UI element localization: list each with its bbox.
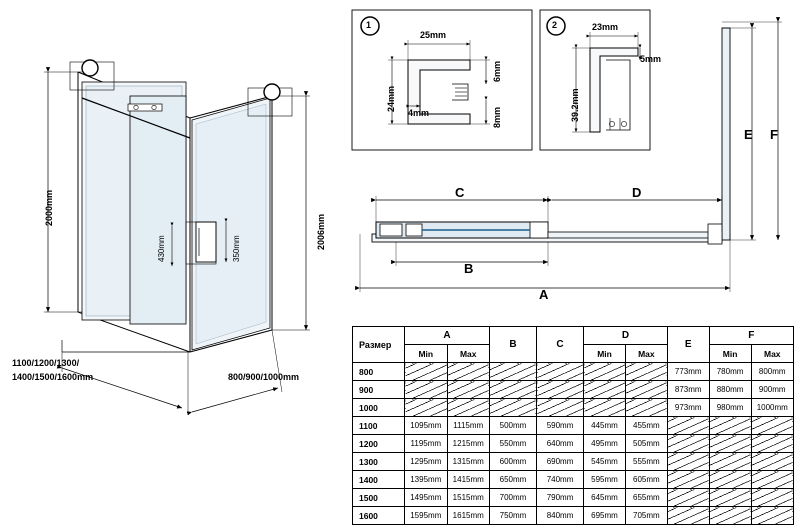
cell-f-max: 900mm: [751, 381, 793, 399]
table-row: [353, 435, 794, 453]
cell-d-max: 605mm: [625, 471, 667, 489]
cell-d-max: 655mm: [625, 489, 667, 507]
cell-c: [537, 363, 584, 381]
cell-b: [489, 363, 536, 381]
cell-d-min: 545mm: [584, 453, 626, 471]
plan-dim-a: A: [539, 287, 549, 302]
table-row: [353, 417, 794, 435]
row-size: 1100: [353, 417, 405, 435]
row-size: 1000: [353, 399, 405, 417]
enclosure-3d-view: [44, 60, 310, 412]
dim-430mm: 430mm: [157, 235, 166, 262]
cell-c: [537, 381, 584, 399]
cell-f-max: [751, 471, 793, 489]
table-col-a: A: [405, 327, 490, 345]
cell-d-max: [625, 381, 667, 399]
cell-a-max: 1415mm: [447, 471, 489, 489]
detail-2-dim-23mm: 23mm: [592, 22, 619, 32]
cell-a-min: [405, 399, 447, 417]
table-row: [353, 489, 794, 507]
callout-1-label-left: 1: [86, 62, 92, 72]
cell-f-min: [709, 507, 751, 525]
dim-2000mm: 2000mm: [44, 189, 54, 226]
cell-a-min: 1495mm: [405, 489, 447, 507]
detail-2-dim-5mm: 5mm: [640, 54, 662, 64]
cell-a-max: [447, 381, 489, 399]
cell-d-min: 595mm: [584, 471, 626, 489]
cell-a-min: [405, 381, 447, 399]
plan-dim-e: E: [744, 127, 753, 142]
plan-dim-f: F: [770, 127, 778, 142]
cell-f-max: [751, 435, 793, 453]
cell-f-max: [751, 417, 793, 435]
cell-a-min: 1595mm: [405, 507, 447, 525]
dim-depth-options: 800/900/1000mm: [228, 372, 300, 382]
cell-a-min: [405, 363, 447, 381]
dim-width-options-line2: 1400/1500/1600mm: [12, 372, 94, 382]
table-header-row: [353, 327, 794, 345]
cell-b: [489, 399, 536, 417]
cell-a-max: 1615mm: [447, 507, 489, 525]
detail-1-dim-24mm: 24mm: [386, 85, 396, 112]
cell-e: [667, 435, 709, 453]
detail-1-dim-8mm: 8mm: [492, 106, 502, 128]
table-row: [353, 381, 794, 399]
cell-a-min: 1095mm: [405, 417, 447, 435]
cell-d-min: [584, 399, 626, 417]
cell-c: 790mm: [537, 489, 584, 507]
row-size: 900: [353, 381, 405, 399]
cell-f-min: 780mm: [709, 363, 751, 381]
cell-a-min: 1195mm: [405, 435, 447, 453]
cell-f-max: 1000mm: [751, 399, 793, 417]
cell-d-max: 455mm: [625, 417, 667, 435]
table-row: [353, 471, 794, 489]
cell-f-max: [751, 489, 793, 507]
cell-f-min: [709, 471, 751, 489]
row-size: 1200: [353, 435, 405, 453]
cell-a-min: 1395mm: [405, 471, 447, 489]
table-row: [353, 399, 794, 417]
cell-e: 973mm: [667, 399, 709, 417]
cell-f-min: [709, 435, 751, 453]
plan-dim-d: D: [632, 185, 642, 200]
cell-f-min: 880mm: [709, 381, 751, 399]
cell-d-min: [584, 363, 626, 381]
table-a-min: Min: [405, 345, 447, 363]
cell-b: 550mm: [489, 435, 536, 453]
cell-d-max: 705mm: [625, 507, 667, 525]
cell-d-max: [625, 399, 667, 417]
cell-f-max: [751, 453, 793, 471]
cell-f-min: [709, 417, 751, 435]
cell-e: [667, 489, 709, 507]
row-size: 1600: [353, 507, 405, 525]
cell-f-min: [709, 489, 751, 507]
table-d-min: Min: [584, 345, 626, 363]
callout-2-label-left: 2: [268, 86, 274, 96]
dim-width-options-line1: 1100/1200/1300/: [12, 358, 80, 368]
cell-d-max: 505mm: [625, 435, 667, 453]
cell-d-min: 645mm: [584, 489, 626, 507]
cell-b: 500mm: [489, 417, 536, 435]
cell-b: 750mm: [489, 507, 536, 525]
dim-350mm: 350mm: [232, 235, 241, 262]
table-corner-label: Размер: [353, 327, 405, 363]
cell-b: 600mm: [489, 453, 536, 471]
cell-e: [667, 417, 709, 435]
detail-1-callout: 1: [366, 20, 372, 30]
cell-a-min: 1295mm: [405, 453, 447, 471]
cell-e: 773mm: [667, 363, 709, 381]
table-row: [353, 453, 794, 471]
specification-table: [352, 326, 794, 525]
cell-d-min: 695mm: [584, 507, 626, 525]
cell-d-min: 495mm: [584, 435, 626, 453]
cell-b: 700mm: [489, 489, 536, 507]
cell-d-max: [625, 363, 667, 381]
table-col-e: E: [667, 327, 709, 363]
cell-e: 873mm: [667, 381, 709, 399]
detail-1-dim-4mm: 4mm: [408, 108, 430, 118]
detail-2-callout: 2: [552, 20, 558, 30]
table-row: [353, 363, 794, 381]
cell-b: [489, 381, 536, 399]
table-col-f: F: [709, 327, 793, 345]
cell-e: [667, 453, 709, 471]
cell-e: [667, 507, 709, 525]
table-col-c: C: [537, 327, 584, 363]
cell-c: 640mm: [537, 435, 584, 453]
table-col-d: D: [584, 327, 668, 345]
cell-e: [667, 471, 709, 489]
cell-a-max: 1215mm: [447, 435, 489, 453]
cell-d-min: 445mm: [584, 417, 626, 435]
row-size: 800: [353, 363, 405, 381]
table-f-min: Min: [709, 345, 751, 363]
row-size: 1500: [353, 489, 405, 507]
cell-d-max: 555mm: [625, 453, 667, 471]
cell-f-min: [709, 453, 751, 471]
cell-c: [537, 399, 584, 417]
dim-2006mm: 2006mm: [316, 213, 326, 250]
table-d-max: Max: [625, 345, 667, 363]
cell-a-max: 1115mm: [447, 417, 489, 435]
table-row: [353, 507, 794, 525]
cell-a-max: 1515mm: [447, 489, 489, 507]
plan-dim-b: B: [464, 261, 474, 276]
row-size: 1300: [353, 453, 405, 471]
cell-b: 650mm: [489, 471, 536, 489]
row-size: 1400: [353, 471, 405, 489]
cell-c: 840mm: [537, 507, 584, 525]
detail-1-dim-6mm: 6mm: [492, 60, 502, 82]
cell-c: 740mm: [537, 471, 584, 489]
cell-a-max: [447, 399, 489, 417]
cell-f-min: 980mm: [709, 399, 751, 417]
plan-dim-c: C: [455, 185, 465, 200]
cell-a-max: [447, 363, 489, 381]
cell-c: 590mm: [537, 417, 584, 435]
table-col-b: B: [489, 327, 536, 363]
cell-c: 690mm: [537, 453, 584, 471]
table-a-max: Max: [447, 345, 489, 363]
table-f-max: Max: [751, 345, 793, 363]
cell-f-max: [751, 507, 793, 525]
cell-d-min: [584, 381, 626, 399]
cell-f-max: 800mm: [751, 363, 793, 381]
detail-2-dim-39mm: 39.2mm: [570, 88, 580, 122]
detail-1-dim-25mm: 25mm: [420, 30, 447, 40]
cell-a-max: 1315mm: [447, 453, 489, 471]
